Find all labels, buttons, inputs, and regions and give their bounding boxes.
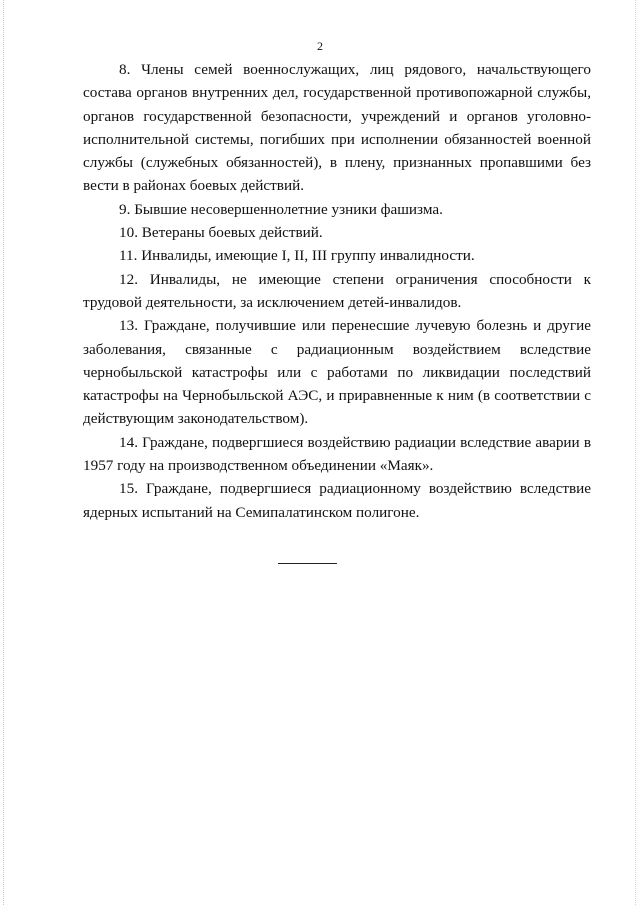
- scan-edge-right: [635, 0, 636, 905]
- paragraph-10: 10. Ветераны боевых действий.: [119, 224, 323, 242]
- document-body: [83, 58, 591, 524]
- end-separator-line: [278, 563, 337, 564]
- paragraph-12: 12. Инвалиды, не имеющие степени ограничения способности к трудовой деятельности, за исключением детей-инвалидов.: [83, 270, 591, 311]
- scan-edge-left: [3, 0, 4, 905]
- page-number: 2: [317, 39, 323, 53]
- paragraph-15: 15. Граждане, подвергшиеся радиационному воздействию вследствие ядерных испытаний на Семипалатинском полигоне.: [83, 480, 591, 521]
- paragraph-13: 13. Граждане, получившие или перенесшие лучевую болезнь и другие заболевания, связанные с радиационным воздействием вследствие чернобыльской катастрофы или с работами по ликвидации последствий катастрофы на Чернобыльской АЭС, и приравненные к ним (в соответствии с действующим законодательством).: [83, 317, 591, 428]
- paragraph-14: 14. Граждане, подвергшиеся воздействию радиации вследствие аварии в 1957 году на производственном объединении «Маяк».: [83, 433, 591, 475]
- paragraph-9: 9. Бывшие несовершеннолетние узники фашизма.: [119, 200, 443, 218]
- paragraph-11: 11. Инвалиды, имеющие I, II, III группу инвалидности.: [119, 247, 475, 265]
- paragraph-8: 8. Члены семей военнослужащих, лиц рядового, начальствующего состава органов внутренних дел, государственной противопожарной службы, органов государственной безопасности, учреждений и органов уголовно-исполнительной системы, погибших при исполнении обязанностей военной службы (служебных обязанностей), в плену, признанных пропавшими без вести в районах боевых действий.: [83, 61, 591, 195]
